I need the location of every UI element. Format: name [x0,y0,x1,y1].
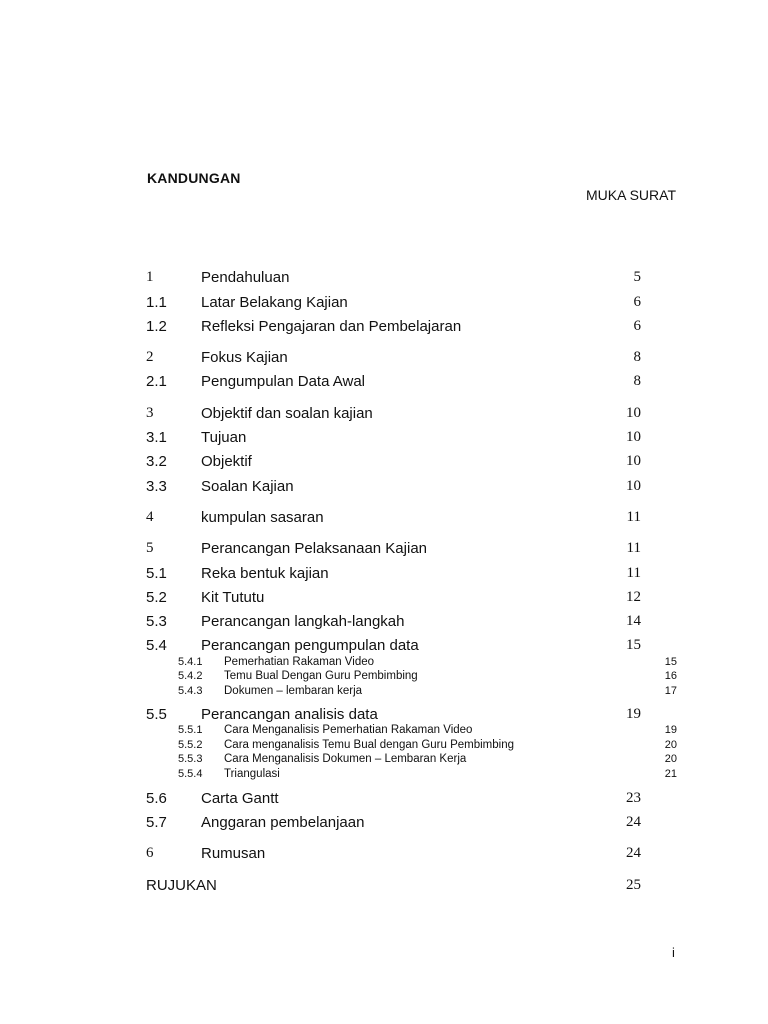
subentry-number: 5.5.3 [178,753,203,765]
entry-number: 1.1 [146,294,167,311]
entry-number: RUJUKAN [146,877,217,894]
subentry-page: 15 [664,656,677,668]
toc-entry [0,589,768,611]
toc-subentry [0,670,768,685]
toc-entry [0,845,768,867]
entry-title: Perancangan langkah-langkah [201,613,405,630]
entry-page: 6 [633,318,641,334]
entry-page: 8 [633,349,641,365]
entry-page: 11 [626,565,641,581]
subentry-number: 5.4.1 [178,656,203,668]
toc-entry [0,405,768,427]
entry-title: Perancangan Pelaksanaan Kajian [201,540,428,557]
entry-title: Perancangan pengumpulan data [201,637,419,654]
subentry-page: 20 [664,753,677,765]
entry-title: Carta Gantt [201,790,279,807]
entry-page: 24 [626,814,641,830]
toc-entry [0,453,768,475]
toc-entry [0,540,768,562]
entry-number: 3 [146,405,154,421]
subentry-number: 5.5.1 [178,724,203,736]
entry-title: Latar Belakang Kajian [201,294,348,311]
entry-title: Soalan Kajian [201,478,294,495]
entry-title: Anggaran pembelanjaan [201,814,365,831]
toc-entry [0,565,768,587]
entry-page: 23 [626,790,641,806]
entry-number: 2 [146,349,154,365]
entry-number: 5 [146,540,154,556]
footer-page-number: i [672,945,675,960]
subentry-number: 5.4.3 [178,685,203,697]
toc-entry [0,478,768,500]
toc-subentry [0,685,768,700]
toc-subentry [0,724,768,739]
entry-title: Rumusan [201,845,266,862]
toc-subentry [0,753,768,768]
entry-page: 10 [626,478,641,494]
subentry-page: 17 [664,685,677,697]
entry-title: Pengumpulan Data Awal [201,373,366,390]
entry-page: 25 [626,877,641,893]
subentry-page: 20 [664,739,677,751]
toc-entry [0,294,768,316]
subentry-title: Cara Menganalisis Dokumen – Lembaran Kerja [224,753,467,765]
entry-page: 10 [626,429,641,445]
toc-entry [0,814,768,836]
entry-page: 8 [633,373,641,389]
subentry-number: 5.5.4 [178,768,203,780]
subentry-page: 16 [664,670,677,682]
entry-title: Objektif dan soalan kajian [201,405,373,422]
entry-page: 10 [626,405,641,421]
entry-title: Pendahuluan [201,269,290,286]
page-column-label: MUKA SURAT [586,187,676,203]
entry-number: 4 [146,509,154,525]
entry-number: 5.4 [146,637,167,654]
entry-page: 6 [633,294,641,310]
toc-entry [0,790,768,812]
entry-number: 3.2 [146,453,167,470]
entry-page: 24 [626,845,641,861]
toc-entry [0,349,768,371]
entry-page: 15 [626,637,641,653]
subentry-title: Cara Menganalisis Pemerhatian Rakaman Video [224,724,473,736]
toc-entry [0,429,768,451]
toc-heading: KANDUNGAN [147,170,241,186]
entry-number: 2.1 [146,373,167,390]
toc-subentry [0,739,768,754]
subentry-title: Temu Bual Dengan Guru Pembimbing [224,670,418,682]
subentry-page: 19 [664,724,677,736]
entry-number: 6 [146,845,154,861]
entry-number: 5.1 [146,565,167,582]
entry-number: 5.3 [146,613,167,630]
subentry-title: Triangulasi [224,768,280,780]
entry-title: Kit Tututu [201,589,265,606]
entry-number: 5.6 [146,790,167,807]
entry-title: Reka bentuk kajian [201,565,329,582]
entry-title: Refleksi Pengajaran dan Pembelajaran [201,318,462,335]
subentry-title: Pemerhatian Rakaman Video [224,656,375,668]
toc-subentry [0,656,768,671]
entry-title: kumpulan sasaran [201,509,324,526]
toc-entry [0,509,768,531]
entry-page: 19 [626,706,641,722]
toc-entry [0,373,768,395]
subentry-number: 5.5.2 [178,739,203,751]
entry-number: 1 [146,269,154,285]
subentry-page: 21 [664,768,677,780]
entry-number: 5.5 [146,706,167,723]
entry-page: 14 [626,613,641,629]
entry-page: 10 [626,453,641,469]
toc-entry [0,269,768,291]
subentry-title: Cara menganalisis Temu Bual dengan Guru Pembimbing [224,739,515,751]
entry-page: 5 [633,269,641,285]
entry-page: 11 [626,509,641,525]
toc-subentry [0,768,768,783]
entry-title: Objektif [201,453,252,470]
entry-number: 3.3 [146,478,167,495]
entry-number: 5.7 [146,814,167,831]
entry-title: Tujuan [201,429,247,446]
entry-title: Fokus Kajian [201,349,288,366]
subentry-number: 5.4.2 [178,670,203,682]
entry-page: 12 [626,589,641,605]
toc-entry-references [0,877,768,899]
entry-title: Perancangan analisis data [201,706,378,723]
entry-number: 3.1 [146,429,167,446]
toc-entry [0,318,768,340]
entry-page: 11 [626,540,641,556]
entry-number: 1.2 [146,318,167,335]
entry-number: 5.2 [146,589,167,606]
toc-entry [0,613,768,635]
subentry-title: Dokumen – lembaran kerja [224,685,363,697]
